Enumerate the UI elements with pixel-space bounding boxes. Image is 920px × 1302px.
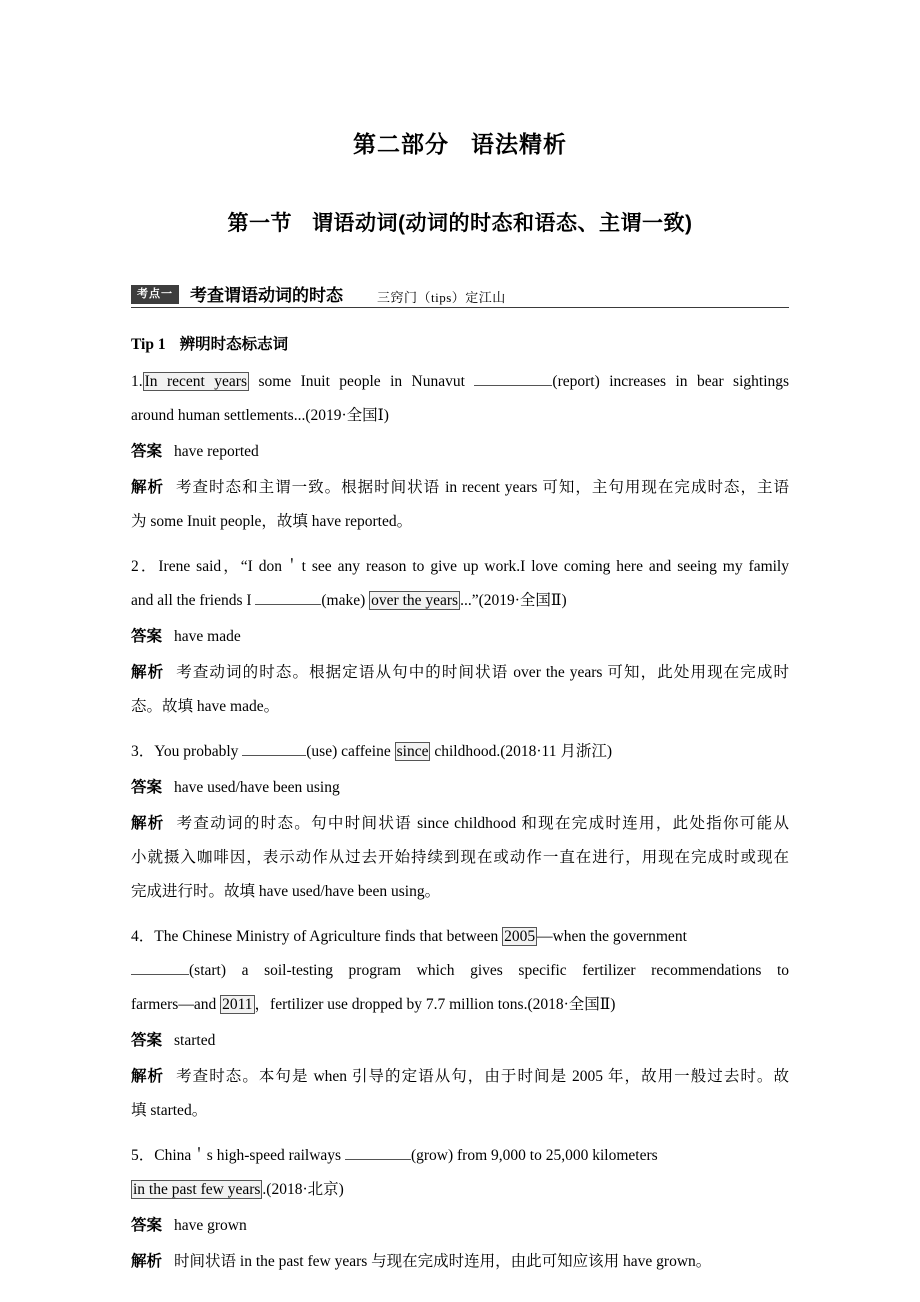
verb-prompt: (make) [321, 592, 366, 609]
part-number: 第二部分 [353, 131, 449, 157]
answer-blank[interactable] [255, 590, 321, 605]
explanation-line-3: 完成进行时。故填 have used/have been using。 [131, 883, 441, 900]
question-line-2: a soil-testing program which gives specific fertilizer recommendations to [241, 962, 789, 979]
item-number: 3． [131, 743, 155, 760]
part-title-text: 语法精析 [471, 131, 567, 157]
question-line-2: around human settlements...(2019·全国Ⅰ) [131, 407, 389, 424]
answer-row [131, 435, 789, 469]
key-point-badge: 考点一 [131, 285, 179, 304]
question-item-2 [131, 550, 789, 724]
explanation-row [131, 807, 789, 909]
tip-label: Tip 1 [131, 336, 166, 353]
question-line-1-head: You probably [154, 743, 239, 760]
explanation-line-2: 填 started。 [131, 1102, 208, 1119]
question-text [131, 365, 789, 433]
question-line-1-head: The Chinese Ministry of Agriculture finds that between [154, 928, 499, 945]
part-title [131, 0, 789, 159]
explanation-row [131, 471, 789, 539]
answer-value: have made [174, 628, 241, 645]
verb-prompt: (start) [189, 962, 227, 979]
time-marker-box-end: 2011 [222, 996, 253, 1013]
question-line-1: Irene said，“I don＇t see any reason to give up work.I love coming here and seeing my family [158, 558, 789, 575]
question-line-2-tail: .(2018·北京) [262, 1181, 344, 1198]
question-tail: increases in bear sightings [609, 373, 790, 390]
answer-label: 答案 [131, 1217, 163, 1234]
time-marker-box: In recent years [144, 373, 247, 390]
question-line-1-tail: childhood.(2018·11 月浙江) [434, 743, 613, 760]
answer-row [131, 1209, 789, 1243]
explanation-row [131, 1060, 789, 1128]
answer-row [131, 771, 789, 805]
question-text [131, 550, 789, 618]
answer-label: 答案 [131, 628, 163, 645]
question-line-2-tail: ...”(2019·全国Ⅱ) [460, 592, 567, 609]
question-middle: some Inuit people in Nunavut [258, 373, 465, 390]
verb-prompt: (use) caffeine [306, 743, 391, 760]
answer-blank[interactable] [131, 960, 189, 975]
time-marker-box-start: 2005 [504, 928, 536, 945]
answer-value: started [174, 1032, 216, 1049]
explanation-line-1: 考查动词的时态。句中时间状语 since childhood 和现在完成时连用，此处指你可能从 [176, 815, 789, 832]
answer-label: 答案 [131, 779, 163, 796]
explanation-line-1: 考查动词的时态。根据定语从句中的时间状语 over the years 可知，此处用现在完成时 [176, 664, 789, 681]
answer-blank[interactable] [345, 1145, 411, 1160]
explanation-row [131, 656, 789, 724]
question-text [131, 1139, 789, 1207]
section-title-text: 谓语动词(动词的时态和语态、主谓一致) [312, 212, 693, 235]
answer-row [131, 1024, 789, 1058]
question-item-5 [131, 1139, 789, 1279]
explanation-line-2: 态。故填 have made。 [131, 698, 280, 715]
section-title [131, 159, 789, 237]
question-line-1-head: China＇s high-speed railways [154, 1147, 342, 1164]
key-point-tips: 三窍门（tips）定江山 [377, 290, 506, 305]
key-point-header [131, 285, 789, 308]
question-item-4 [131, 920, 789, 1128]
question-text [131, 920, 789, 1022]
time-marker-box: over the years [371, 592, 459, 609]
tip-heading [131, 332, 789, 354]
answer-value: have reported [174, 443, 259, 460]
explanation-line-1: 时间状语 in the past few years 与现在完成时连用，由此可知应该用 have grown。 [174, 1253, 712, 1270]
explanation-line-1: 考查时态。本句是 when 引导的定语从句，由于时间是 2005 年，故用一般过去时。故 [176, 1068, 789, 1085]
item-number: 1. [131, 373, 143, 390]
answer-value: have used/have been using [174, 779, 340, 796]
time-marker-box: in the past few years [133, 1181, 261, 1198]
question-text [131, 735, 789, 769]
question-line-1-tail: —when the government [537, 928, 687, 945]
explanation-line-2: 为 some Inuit people，故填 have reported。 [131, 513, 413, 530]
answer-row [131, 620, 789, 654]
answer-label: 答案 [131, 443, 163, 460]
explanation-label: 解析 [131, 1253, 163, 1270]
item-number: 4． [131, 928, 155, 945]
item-number: 2． [131, 558, 159, 575]
verb-prompt: (grow) from 9,000 to 25,000 kilometers [410, 1147, 658, 1164]
item-number: 5． [131, 1147, 155, 1164]
question-item-1 [131, 365, 789, 539]
key-point-title: 考查谓语动词的时态 [190, 286, 343, 305]
explanation-label: 解析 [131, 1068, 165, 1085]
explanation-label: 解析 [131, 815, 165, 832]
question-line-2-head: and all the friends I [131, 592, 252, 609]
question-line-3-head: farmers—and [131, 996, 217, 1013]
explanation-line-2: 小就摄入咖啡因，表示动作从过去开始持续到现在或动作一直在进行，用现在完成时或现在 [131, 849, 789, 866]
explanation-label: 解析 [131, 664, 165, 681]
answer-value: have grown [174, 1217, 247, 1234]
explanation-label: 解析 [131, 479, 165, 496]
explanation-line-1: 考查时态和主谓一致。根据时间状语 in recent years 可知，主句用现在完成时态，主语 [176, 479, 789, 496]
question-item-3 [131, 735, 789, 909]
question-line-3-tail: ，fertilizer use dropped by 7.7 million tons.(2018·全国Ⅱ) [254, 996, 616, 1013]
section-number: 第一节 [227, 212, 292, 235]
answer-blank[interactable] [474, 371, 552, 386]
tip-title: 辨明时态标志词 [179, 336, 289, 353]
answer-label: 答案 [131, 1032, 163, 1049]
explanation-row [131, 1245, 789, 1279]
answer-blank[interactable] [242, 741, 306, 756]
time-marker-box: since [396, 743, 429, 760]
verb-prompt: (report) [552, 373, 600, 390]
